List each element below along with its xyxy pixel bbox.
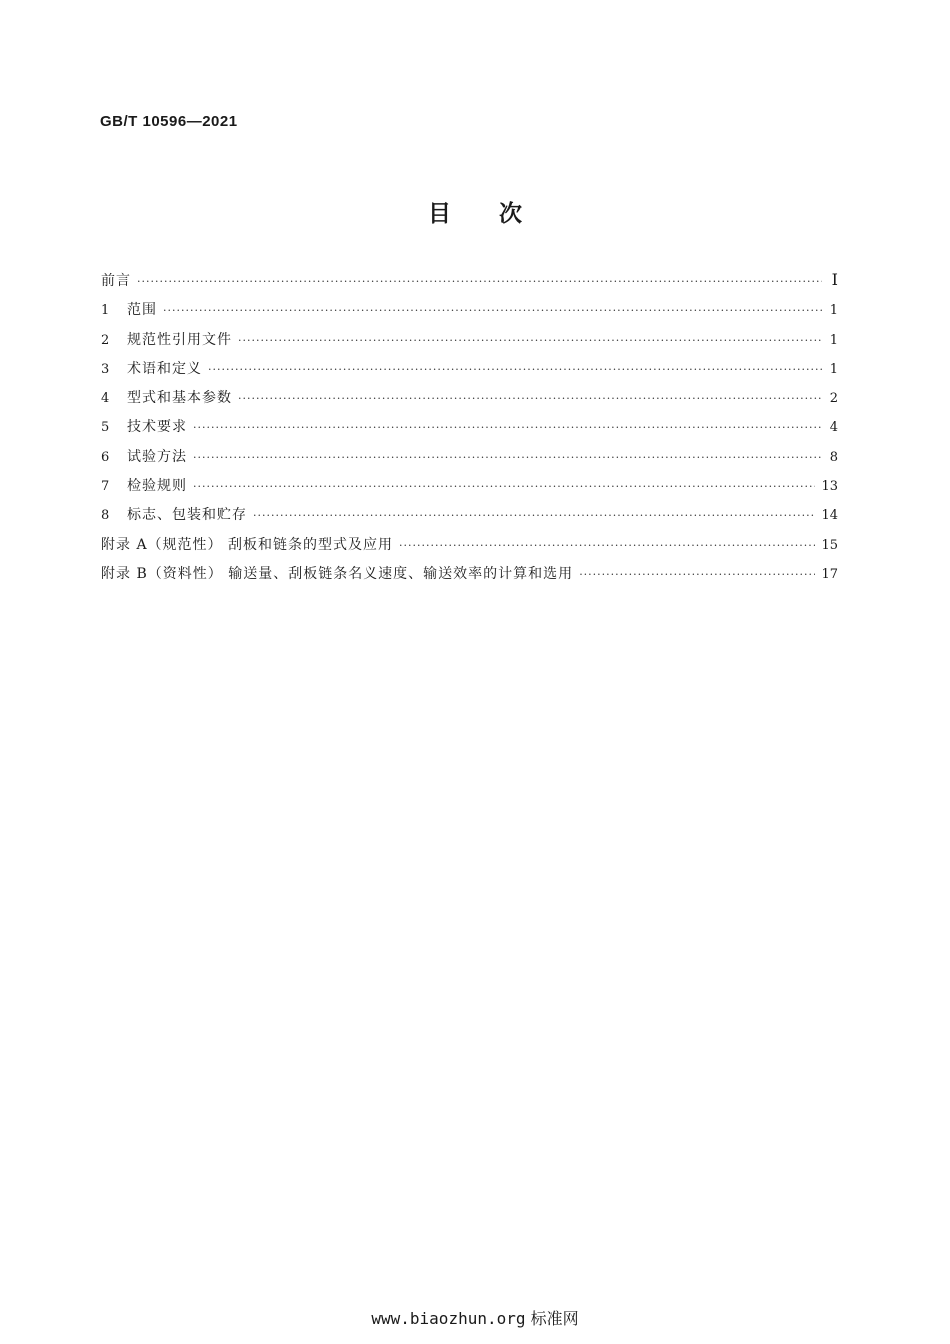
toc-leader bbox=[193, 480, 815, 493]
toc-leader bbox=[137, 275, 822, 288]
toc-entry-marking-packaging[interactable] bbox=[101, 504, 838, 533]
toc-entry-number: 2 bbox=[101, 332, 111, 348]
toc-entry-page: 14 bbox=[821, 508, 838, 524]
toc-entry-foreword[interactable] bbox=[101, 270, 838, 299]
toc-entry-technical-requirements[interactable] bbox=[101, 416, 838, 445]
toc-entry-page: 1 bbox=[829, 361, 838, 377]
toc-entry-normative-references[interactable] bbox=[101, 329, 838, 358]
toc-entry-label: 附录 A（规范性） 刮板和链条的型式及应用 bbox=[101, 536, 394, 553]
toc-entry-number: 1 bbox=[101, 303, 111, 319]
toc-leader bbox=[579, 568, 815, 581]
toc-leader bbox=[253, 509, 815, 522]
toc-entry-types-parameters[interactable] bbox=[101, 387, 838, 416]
toc-entry-page: 1 bbox=[829, 303, 838, 319]
toc-leader bbox=[399, 539, 815, 552]
toc-entry-page: 4 bbox=[829, 420, 838, 436]
toc-entry-page: 17 bbox=[821, 566, 838, 582]
toc-entry-inspection-rules[interactable] bbox=[101, 475, 838, 504]
toc-entry-label: 术语和定义 bbox=[127, 360, 202, 377]
toc-title: 目次 bbox=[428, 201, 570, 227]
standard-code: GB/T 10596—2021 bbox=[100, 113, 238, 130]
toc-entry-label: 规范性引用文件 bbox=[127, 331, 232, 348]
toc-entry-page: 8 bbox=[829, 449, 838, 465]
toc-entry-number: 7 bbox=[101, 479, 111, 495]
toc-entry-label: 试验方法 bbox=[127, 448, 187, 465]
toc-leader bbox=[163, 304, 822, 317]
toc-leader bbox=[238, 392, 822, 405]
toc-entry-label: 技术要求 bbox=[127, 419, 187, 436]
toc-entry-page: 2 bbox=[829, 391, 838, 407]
toc-entry-annex-a[interactable] bbox=[101, 534, 838, 563]
table-of-contents bbox=[101, 270, 838, 592]
page-footer bbox=[0, 1306, 950, 1329]
footer-site-name: 标准网 bbox=[530, 1309, 579, 1328]
toc-entry-page: 1 bbox=[829, 332, 838, 348]
footer-url-link[interactable]: www.biaozhun.org bbox=[371, 1309, 526, 1328]
toc-entry-label: 型式和基本参数 bbox=[127, 390, 232, 407]
toc-entry-terms-definitions[interactable] bbox=[101, 358, 838, 387]
toc-entry-number: 5 bbox=[101, 420, 111, 436]
toc-entry-label: 前言 bbox=[101, 273, 131, 289]
toc-leader bbox=[193, 451, 822, 464]
toc-entry-number: 4 bbox=[101, 391, 111, 407]
toc-leader bbox=[208, 363, 822, 376]
toc-entry-scope[interactable] bbox=[101, 299, 838, 328]
toc-leader bbox=[238, 334, 822, 347]
toc-entry-label: 标志、包装和贮存 bbox=[127, 507, 247, 524]
toc-entry-label: 范围 bbox=[127, 302, 157, 319]
toc-entry-label: 检验规则 bbox=[127, 478, 187, 495]
toc-entry-page: 15 bbox=[821, 537, 838, 553]
toc-entry-test-methods[interactable] bbox=[101, 446, 838, 475]
toc-entry-number: 6 bbox=[101, 449, 111, 465]
toc-entry-number: 8 bbox=[101, 508, 111, 524]
toc-entry-page: Ⅰ bbox=[831, 270, 838, 289]
toc-entry-page: 13 bbox=[821, 479, 838, 495]
toc-leader bbox=[193, 421, 822, 434]
toc-entry-label: 附录 B（资料性） 输送量、刮板链条名义速度、输送效率的计算和选用 bbox=[101, 565, 574, 582]
toc-entry-number: 3 bbox=[101, 361, 111, 377]
toc-entry-annex-b[interactable] bbox=[101, 563, 838, 592]
